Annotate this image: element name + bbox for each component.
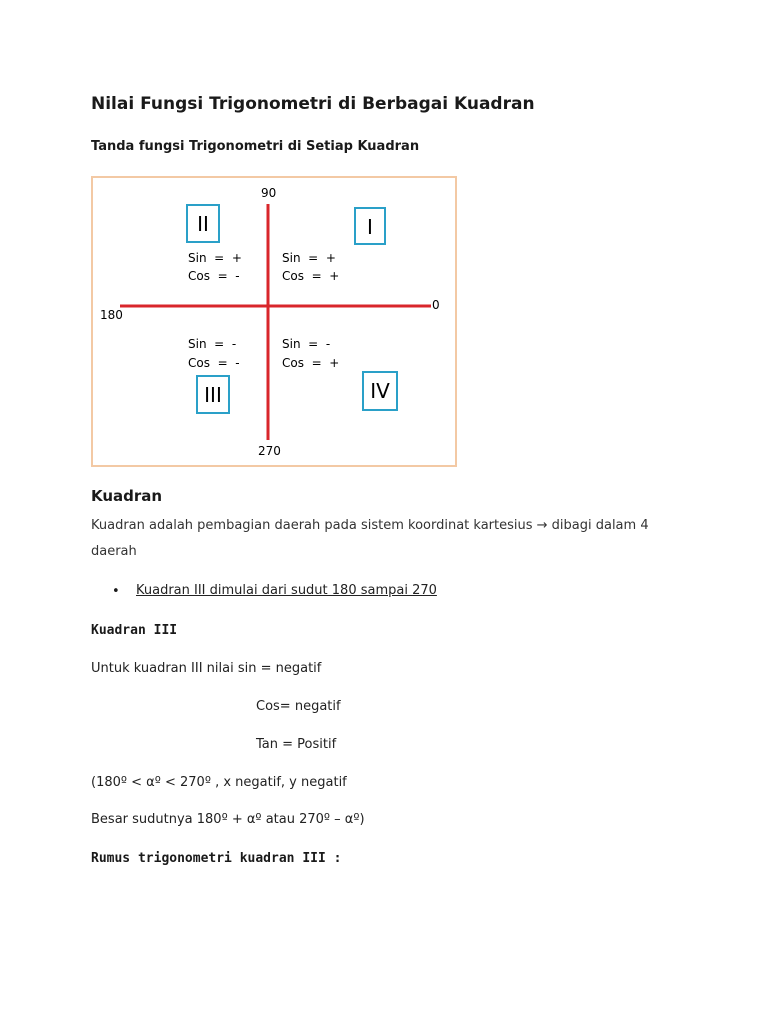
axis-label-90: 90 xyxy=(261,186,277,200)
page-title: Nilai Fungsi Trigonometri di Berbagai Kuadran xyxy=(91,94,535,114)
cos-line: Cos= negatif xyxy=(256,699,341,714)
bullet-icon: • xyxy=(112,584,120,599)
quadrant-iv-cos: Cos = + xyxy=(282,356,340,370)
quadrant-ii-sin: Sin = + xyxy=(188,251,242,265)
axis-label-0: 0 xyxy=(432,298,440,312)
definition-paragraph: Kuadran adalah pembagian daerah pada sistem koordinat kartesius → dibagi dalam 4 daerah xyxy=(91,518,649,559)
quadrant-figure xyxy=(91,176,457,467)
quadrant-i-sin: Sin = + xyxy=(282,251,336,265)
quadrant-iii-numeral: III xyxy=(204,383,222,407)
angle-line: Besar sudutnya 180º + αº atau 270º – αº) xyxy=(91,812,365,827)
quadrant-iii-cos: Cos = - xyxy=(188,356,240,370)
rumus-heading: Rumus trigonometri kuadran III : xyxy=(91,851,342,866)
quadrant-ii-numeral: II xyxy=(197,212,209,236)
quadrant-iv-sin: Sin = - xyxy=(282,337,331,351)
quadrant-i-numeral: I xyxy=(367,215,373,239)
tan-line: Tan = Positif xyxy=(256,737,337,752)
sin-line: Untuk kuadran III nilai sin = negatif xyxy=(91,661,322,676)
quadrant-iv-numeral: IV xyxy=(370,379,390,403)
quadrant-i-cos: Cos = + xyxy=(282,269,340,283)
kuadran-iii-heading: Kuadran III xyxy=(91,623,178,638)
subtitle: Tanda fungsi Trigonometri di Setiap Kuadran xyxy=(91,139,420,154)
quadrant-diagram xyxy=(93,178,459,469)
range-line: (180º < αº < 270º , x negatif, y negatif xyxy=(91,775,347,790)
section-heading-kuadran: Kuadran xyxy=(91,487,163,505)
axis-label-270: 270 xyxy=(258,444,281,458)
quadrant-iii-sin: Sin = - xyxy=(188,337,237,351)
axis-label-180: 180 xyxy=(100,308,123,322)
bullet-link[interactable]: Kuadran III dimulai dari sudut 180 sampai 270 xyxy=(136,583,437,598)
quadrant-ii-cos: Cos = - xyxy=(188,269,240,283)
